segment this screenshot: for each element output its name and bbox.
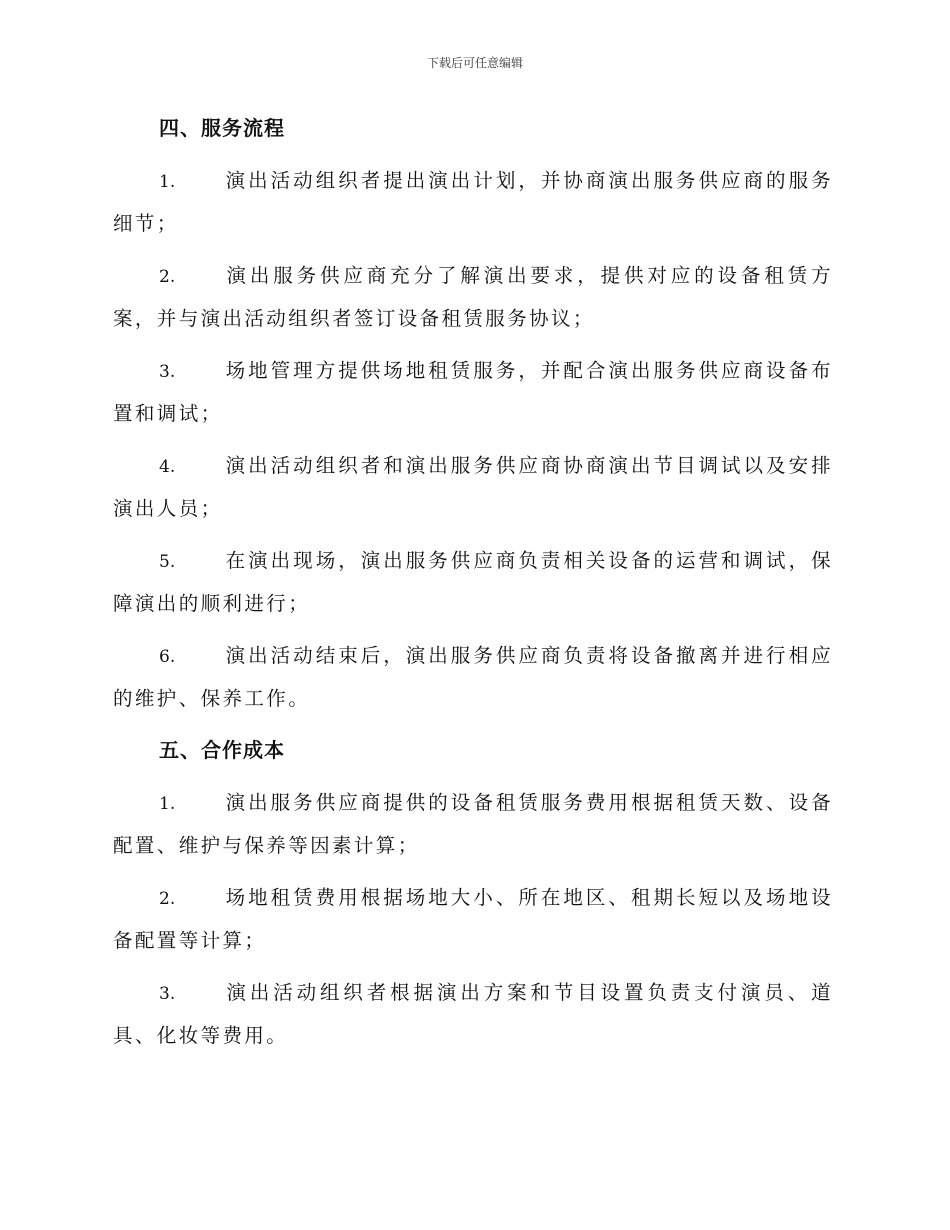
section-title-cooperation-cost: 五、合作成本 [159, 738, 285, 762]
item-number: 2. [159, 267, 176, 287]
item-number: 3. [159, 984, 176, 1004]
list-item [113, 540, 833, 625]
list-item [113, 350, 833, 435]
item-number: 4. [159, 457, 176, 477]
item-text: 演出活动组织者和演出服务供应商协商演出节目调试以及安排演出人员； [113, 454, 833, 520]
item-text: 场地租赁费用根据场地大小、所在地区、租期长短以及场地设备配置等计算； [113, 886, 833, 952]
list-item [113, 877, 833, 962]
list-item [113, 445, 833, 530]
page-header-note: 下载后可任意编辑 [426, 56, 523, 70]
item-number: 1. [159, 172, 176, 192]
item-text: 演出活动组织者根据演出方案和节目设置负责支付演员、道具、化妆等费用。 [113, 981, 833, 1047]
item-text: 演出活动组织者提出演出计划，并协商演出服务供应商的服务细节； [113, 169, 833, 235]
item-number: 1. [159, 794, 176, 814]
item-number: 6. [159, 647, 176, 667]
list-item [113, 160, 833, 245]
item-text: 演出服务供应商提供的设备租赁服务费用根据租赁天数、设备配置、维护与保养等因素计算； [113, 791, 833, 857]
list-item [113, 255, 833, 340]
item-text: 在演出现场，演出服务供应商负责相关设备的运营和调试，保障演出的顺利进行； [113, 549, 833, 615]
item-number: 3. [159, 362, 176, 382]
list-item [113, 782, 833, 867]
item-text: 演出活动结束后，演出服务供应商负责将设备撤离并进行相应的维护、保养工作。 [113, 644, 833, 710]
list-item [113, 635, 833, 720]
list-item [113, 972, 833, 1057]
item-number: 5. [159, 552, 176, 572]
document-body [113, 108, 833, 1067]
item-text: 场地管理方提供场地租赁服务，并配合演出服务供应商设备布置和调试； [113, 359, 833, 425]
section-title-service-process: 四、服务流程 [159, 116, 285, 140]
item-number: 2. [159, 889, 176, 909]
item-text: 演出服务供应商充分了解演出要求，提供对应的设备租赁方案，并与演出活动组织者签订设备租赁服务协议； [113, 264, 833, 330]
